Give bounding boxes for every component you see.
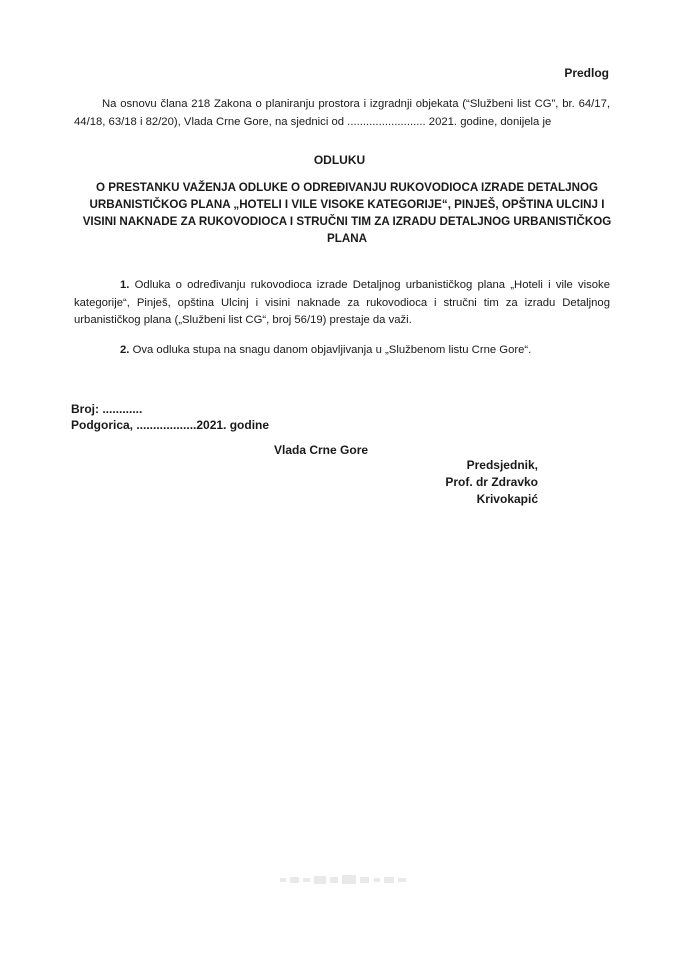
article-1-text: Odluka o određivanju rukovodioca izrade Detaljnog urbanističkog plana „Hoteli i vile visoke kategorije“, Pinješ, opština Ulcinj i visini naknade za rukovodioca i stručni tim za izradu Detaljnog urbanističkog plana („Službeni list CG“, broj 56/19) prestaje da važi. <box>74 279 610 326</box>
article-1 <box>74 277 610 330</box>
document-title: ODLUKU <box>313 153 366 167</box>
article-2 <box>74 342 610 360</box>
faint-scan-mark <box>278 873 410 887</box>
intro-text: Na osnovu člana 218 Zakona o planiranju prostora i izgradnji objekata (“Službeni list CG”, br. 64/17, 44/18, 63/18 i 82/20), Vlada Crne Gore, na sjednici od ......................... 2021. godine, donijela je <box>74 98 610 128</box>
document-subtitle: O PRESTANKU VAŽENJA ODLUKE O ODREĐIVANJU RUKOVODIOCA IZRADE DETALJNOG URBANISTIČKOG PLANA „HOTELI I VILE VISOKE KATEGORIJE“, PINJEŠ, OPŠTINA ULCINJ I VISINI NAKNADE ZA RUKOVODIOCA I STRUČNI TIM ZA IZRADU DETALJNOG URBANISTIČKOG PLANA <box>82 181 612 245</box>
signature-block <box>400 457 538 508</box>
article-2-text: Ova odluka stupa na snagu danom objavljivanja u „Službenom listu Crne Gore“. <box>132 344 532 356</box>
government-name: Vlada Crne Gore <box>274 443 369 457</box>
reference-number: Broj: ............ <box>71 402 143 416</box>
intro-paragraph <box>74 96 610 131</box>
article-2-number: 2. <box>120 344 130 356</box>
signatory-name: Prof. dr Zdravko Krivokapić <box>445 475 538 506</box>
signatory-title: Predsjednik, <box>466 458 538 472</box>
place-date: Podgorica, ..................2021. godine <box>71 418 270 432</box>
reference-block <box>71 401 269 433</box>
article-1-number: 1. <box>120 279 130 291</box>
proposal-label: Predlog <box>564 66 609 80</box>
